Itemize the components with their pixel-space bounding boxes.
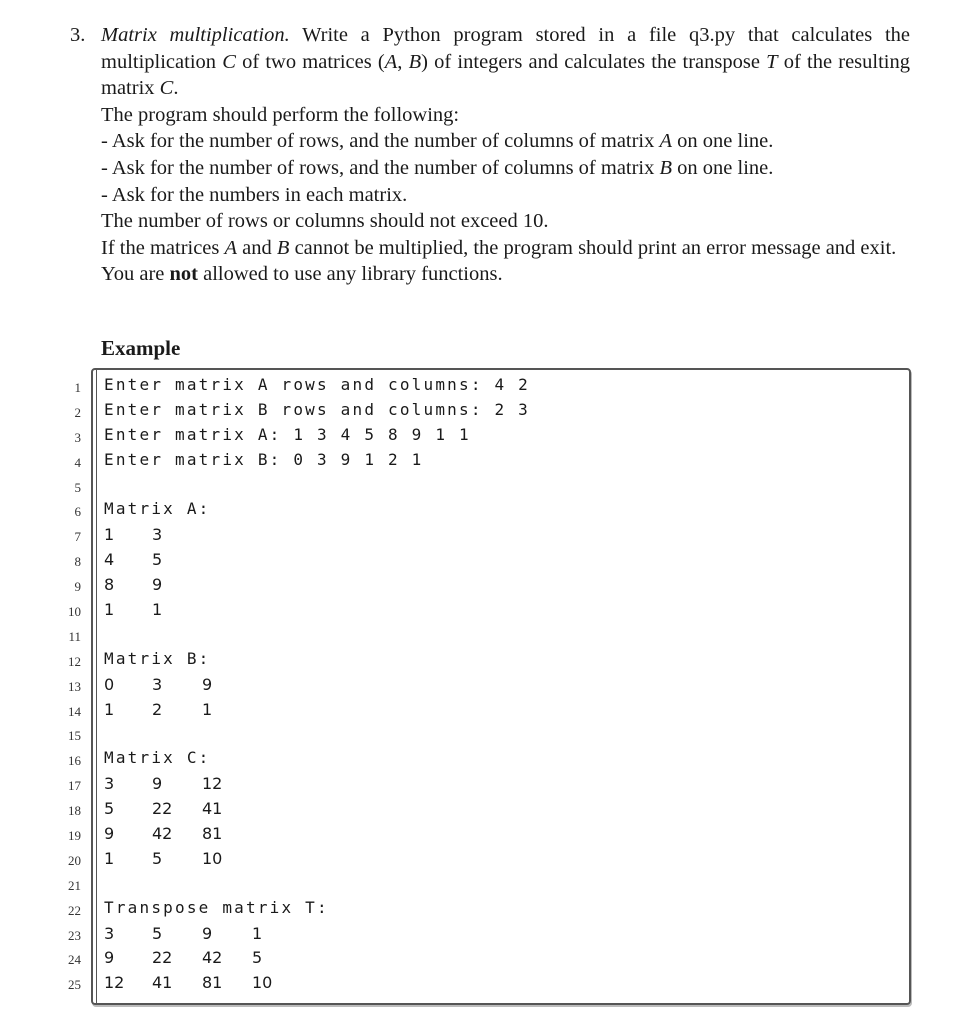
library-rule: You are not allowed to use any library functions.	[101, 263, 503, 286]
code-line	[0, 797, 977, 822]
line-number: 4	[74, 454, 81, 470]
code-line	[0, 971, 977, 996]
matrix-cell: 10	[202, 848, 223, 868]
line-number: 20	[68, 852, 81, 868]
line-number: 14	[68, 703, 81, 719]
line-number: 18	[68, 803, 81, 819]
matrix-cell: 0	[104, 674, 115, 694]
prompt-line: Enter matrix B: 0 3 9 1 2 1	[104, 449, 424, 469]
problem-number: 3.	[70, 24, 86, 46]
line-number: 23	[68, 927, 81, 943]
error-note: If the matrices A and B cannot be multiplied, the program should print an error message and exit.	[101, 236, 897, 259]
matrix-cell: 1	[104, 699, 115, 719]
line-number: 5	[74, 479, 81, 495]
matrix-cell: 9	[202, 674, 213, 694]
matrix-cell: 1	[104, 525, 115, 545]
line-number: 9	[74, 579, 81, 595]
matrix-a-label: Matrix A:	[104, 499, 211, 519]
matrix-cell: 5	[152, 848, 163, 868]
code-line	[0, 523, 977, 548]
matrix-cell: 5	[152, 923, 163, 943]
code-line	[0, 922, 977, 947]
line-number: 21	[68, 877, 81, 893]
line-number: 2	[74, 404, 81, 420]
code-line	[0, 822, 977, 847]
code-line	[0, 548, 977, 573]
matrix-cell: 9	[104, 824, 115, 844]
code-line	[0, 772, 977, 797]
matrix-cell: 3	[104, 923, 115, 943]
matrix-cell: 9	[152, 575, 163, 595]
problem-intro: Matrix multiplication. Write a Python program stored in a file q3.py that calculates the multiplication C of two matrices (A, B) of integers and calculates the transpose T of the resulting matrix C.	[101, 24, 910, 100]
matrix-cell: 1	[104, 848, 115, 868]
matrix-cell: 3	[152, 525, 163, 545]
matrix-cell: 9	[104, 948, 115, 968]
code-line	[0, 623, 977, 648]
line-number: 1	[74, 380, 81, 395]
prompt-line: Enter matrix B rows and columns: 2 3	[104, 399, 530, 419]
limit-note: The number of rows or columns should not exceed 10.	[101, 210, 549, 233]
matrix-b-label: Matrix B:	[104, 648, 211, 668]
step-3: - Ask for the numbers in each matrix.	[101, 183, 408, 206]
matrix-cell: 9	[202, 923, 213, 943]
example-heading: Example	[101, 336, 181, 360]
problem-title: Matrix multiplication.	[101, 24, 290, 46]
matrix-cell: 8	[104, 575, 115, 595]
step-2: - Ask for the number of rows, and the number of columns of matrix B on one line.	[101, 156, 774, 179]
line-number: 16	[68, 753, 81, 769]
code-line	[0, 747, 977, 772]
matrix-cell: 5	[104, 799, 115, 819]
line-number: 15	[68, 728, 81, 744]
prompt-line: Enter matrix A rows and columns: 4 2	[104, 375, 530, 394]
matrix-t-label: Transpose matrix T:	[104, 897, 329, 917]
matrix-cell: 10	[252, 973, 273, 993]
code-line	[0, 648, 977, 673]
matrix-cell: 1	[104, 600, 115, 620]
line-number: 6	[74, 504, 81, 520]
code-line	[0, 449, 977, 474]
perform-heading: The program should perform the following:	[101, 103, 460, 126]
problem-statement	[70, 22, 910, 288]
code-listing	[0, 374, 977, 996]
matrix-cell: 22	[152, 948, 173, 968]
line-number: 10	[68, 604, 81, 620]
matrix-cell: 1	[252, 923, 263, 943]
matrix-cell: 22	[152, 799, 173, 819]
matrix-cell: 4	[104, 550, 115, 570]
matrix-cell: 41	[202, 799, 223, 819]
code-line	[0, 722, 977, 747]
line-number: 3	[74, 429, 81, 445]
matrix-cell: 3	[152, 674, 163, 694]
matrix-cell: 42	[202, 948, 223, 968]
matrix-cell: 81	[202, 824, 223, 844]
line-number: 25	[68, 977, 81, 993]
matrix-cell: 12	[104, 973, 125, 993]
matrix-c-label: Matrix C:	[104, 748, 211, 768]
line-number: 17	[68, 778, 81, 794]
line-number: 11	[68, 628, 81, 644]
matrix-cell: 41	[152, 973, 173, 993]
matrix-cell: 2	[152, 699, 163, 719]
matrix-cell: 3	[104, 774, 115, 794]
matrix-cell: 12	[202, 774, 223, 794]
code-line	[0, 698, 977, 723]
line-number: 7	[74, 529, 81, 545]
code-line	[0, 847, 977, 872]
code-line	[0, 424, 977, 449]
matrix-cell: 9	[152, 774, 163, 794]
line-number: 24	[68, 952, 81, 968]
line-number: 19	[68, 828, 81, 844]
matrix-cell: 5	[252, 948, 263, 968]
line-number: 12	[68, 653, 81, 669]
code-line	[0, 474, 977, 499]
code-line	[0, 573, 977, 598]
matrix-cell: 42	[152, 824, 173, 844]
line-number: 8	[74, 554, 81, 570]
code-line	[0, 673, 977, 698]
code-line	[0, 374, 977, 399]
prompt-line: Enter matrix A: 1 3 4 5 8 9 1 1	[104, 424, 471, 444]
line-number: 22	[68, 902, 81, 918]
matrix-cell: 1	[202, 699, 213, 719]
matrix-cell: 1	[152, 600, 163, 620]
line-number: 13	[68, 678, 81, 694]
code-line	[0, 598, 977, 623]
matrix-cell: 5	[152, 550, 163, 570]
code-line	[0, 897, 977, 922]
code-line	[0, 399, 977, 424]
step-1: - Ask for the number of rows, and the number of columns of matrix A on one line.	[101, 130, 774, 153]
matrix-cell: 81	[202, 973, 223, 993]
code-line	[0, 498, 977, 523]
code-line	[0, 946, 977, 971]
code-line	[0, 872, 977, 897]
